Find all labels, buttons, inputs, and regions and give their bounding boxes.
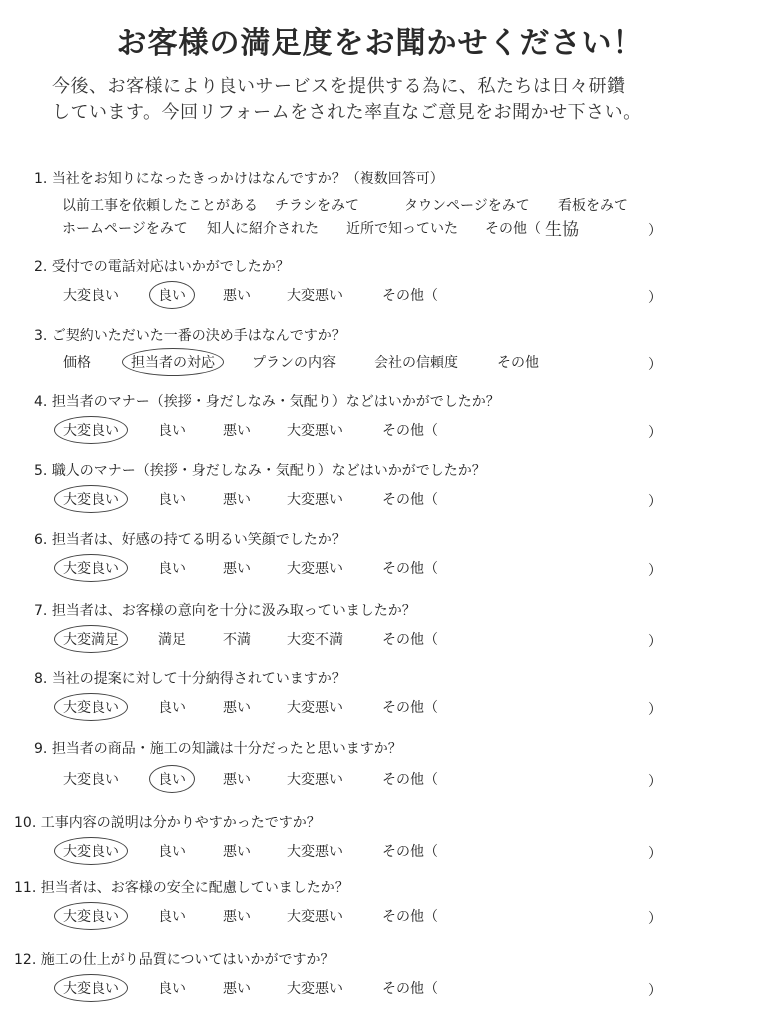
q4-option-1-selected[interactable]: 大変良い (54, 416, 128, 444)
q7-option-4[interactable]: 大変不満 (287, 632, 343, 648)
q7-option-3[interactable]: 不満 (223, 632, 251, 648)
q2-option-other[interactable]: その他（ (382, 288, 438, 304)
question-label: 担当者は、お客様の安全に配慮していましたか？ (40, 880, 349, 896)
q2-option-2-selected[interactable]: 良い (149, 281, 195, 309)
question-label: 担当者は、お客様の意向を十分に汲み取っていましたか？ (51, 603, 416, 619)
q6-option-4[interactable]: 大変悪い (287, 561, 343, 577)
q5-option-3[interactable]: 悪い (223, 492, 251, 508)
question-label: 職人のマナー（挨拶・身だしなみ・気配り）などはいかがでしたか？ (51, 463, 486, 479)
intro-text (52, 74, 642, 126)
q4-option-4[interactable]: 大変悪い (287, 423, 343, 439)
q10-option-4[interactable]: 大変悪い (287, 844, 343, 860)
q11-option-3[interactable]: 悪い (223, 909, 251, 925)
q12-option-1-selected[interactable]: 大変良い (54, 974, 128, 1002)
question-number: 12. (14, 952, 37, 968)
q8-close-paren: ） (648, 702, 662, 718)
q12-option-3[interactable]: 悪い (223, 981, 251, 997)
q1-option-7[interactable]: 近所で知っていた (346, 221, 458, 237)
q12-option-other[interactable]: その他（ (382, 981, 438, 997)
q12-option-4[interactable]: 大変悪い (287, 981, 343, 997)
question-number: 6. (34, 532, 48, 548)
q10-close-paren: ） (648, 846, 662, 862)
q6-option-3[interactable]: 悪い (223, 561, 251, 577)
question-label: 担当者のマナー（挨拶・身だしなみ・気配り）などはいかがでしたか？ (51, 394, 500, 410)
question-9-text (34, 738, 402, 758)
q6-option-1-selected[interactable]: 大変良い (54, 554, 128, 582)
question-12-text (14, 949, 334, 969)
question-label: ご契約いただいた一番の決め手はなんですか？ (51, 328, 346, 344)
q10-option-3[interactable]: 悪い (223, 844, 251, 860)
q8-option-2[interactable]: 良い (158, 700, 186, 716)
q5-option-other[interactable]: その他（ (382, 492, 438, 508)
q8-option-1-selected[interactable]: 大変良い (54, 693, 128, 721)
question-label: 当社の提案に対して十分納得されていますか？ (51, 671, 346, 687)
q8-option-4[interactable]: 大変悪い (287, 700, 343, 716)
question-5-text (34, 460, 486, 480)
q7-option-1-selected[interactable]: 大変満足 (54, 625, 128, 653)
q1-option-6[interactable]: 知人に紹介された (207, 221, 319, 237)
q3-option-other[interactable]: その他 (497, 355, 539, 371)
q2-option-3[interactable]: 悪い (223, 288, 251, 304)
q7-close-paren: ） (648, 634, 662, 650)
q2-option-1[interactable]: 大変良い (63, 288, 119, 304)
question-label: 担当者の商品・施工の知識は十分だったと思いますか？ (51, 741, 402, 757)
q11-option-4[interactable]: 大変悪い (287, 909, 343, 925)
q1-option-2[interactable]: チラシをみて (275, 198, 359, 214)
q9-close-paren: ） (648, 774, 662, 790)
question-11-text (14, 877, 349, 897)
q1-option-4[interactable]: 看板をみて (558, 198, 628, 214)
q9-option-2-selected[interactable]: 良い (149, 765, 195, 793)
q2-option-4[interactable]: 大変悪い (287, 288, 343, 304)
q12-option-2[interactable]: 良い (158, 981, 186, 997)
q1-option-5[interactable]: ホームページをみて (62, 221, 188, 237)
question-2-text (34, 256, 290, 276)
q9-option-1[interactable]: 大変良い (63, 772, 119, 788)
question-10-text (14, 812, 321, 832)
question-number: 8. (34, 671, 48, 687)
question-label: 担当者は、好感の持てる明るい笑顔でしたか？ (51, 532, 346, 548)
q1-option-other[interactable]: その他（ (485, 221, 541, 237)
question-number: 11. (14, 880, 37, 896)
q12-close-paren: ） (648, 983, 662, 999)
q11-option-1-selected[interactable]: 大変良い (54, 902, 128, 930)
q9-option-4[interactable]: 大変悪い (287, 772, 343, 788)
intro-line-1: 今後、お客様により良いサービスを提供する為に、私たちは日々研鑽 (52, 76, 626, 97)
q4-option-3[interactable]: 悪い (223, 423, 251, 439)
q7-option-2[interactable]: 満足 (158, 632, 186, 648)
q10-option-other[interactable]: その他（ (382, 844, 438, 860)
q4-option-2[interactable]: 良い (158, 423, 186, 439)
question-4-text (34, 391, 500, 411)
q1-other-handwritten: 生協 (545, 220, 579, 240)
q4-close-paren: ） (648, 425, 662, 441)
q6-close-paren: ） (648, 563, 662, 579)
q5-close-paren: ） (648, 494, 662, 510)
q10-option-1-selected[interactable]: 大変良い (54, 837, 128, 865)
q6-option-2[interactable]: 良い (158, 561, 186, 577)
q1-option-3[interactable]: タウンページをみて (404, 198, 530, 214)
q11-option-2[interactable]: 良い (158, 909, 186, 925)
question-number: 4. (34, 394, 48, 410)
question-number: 9. (34, 741, 48, 757)
q9-option-3[interactable]: 悪い (223, 772, 251, 788)
q4-option-other[interactable]: その他（ (382, 423, 438, 439)
q8-option-other[interactable]: その他（ (382, 700, 438, 716)
q6-option-other[interactable]: その他（ (382, 561, 438, 577)
q1-close-paren: ） (648, 223, 662, 239)
question-1-text (34, 168, 444, 188)
question-label: 当社をお知りになったきっかけはなんですか？（複数回答可） (51, 171, 444, 187)
question-7-text (34, 600, 416, 620)
q10-option-2[interactable]: 良い (158, 844, 186, 860)
question-8-text (34, 668, 346, 688)
question-number: 2. (34, 259, 48, 275)
question-3-text (34, 325, 346, 345)
question-6-text (34, 529, 346, 549)
question-label: 施工の仕上がり品質についてはいかがですか？ (40, 952, 335, 968)
question-label: 工事内容の説明は分かりやすかったですか？ (40, 815, 321, 831)
question-number: 7. (34, 603, 48, 619)
intro-line-2: しています。今回リフォームをされた率直なご意見をお聞かせ下さい。 (52, 102, 642, 123)
q5-option-1-selected[interactable]: 大変良い (54, 485, 128, 513)
page-title: お客様の満足度をお聞かせください！ (116, 26, 644, 61)
q7-option-other[interactable]: その他（ (382, 632, 438, 648)
question-number: 5. (34, 463, 48, 479)
q11-close-paren: ） (648, 911, 662, 927)
question-number: 3. (34, 328, 48, 344)
q2-close-paren: ） (648, 290, 662, 306)
q3-option-3[interactable]: プランの内容 (252, 355, 336, 371)
q8-option-3[interactable]: 悪い (223, 700, 251, 716)
question-number: 1. (34, 171, 48, 187)
q9-option-other[interactable]: その他（ (382, 772, 438, 788)
q5-option-2[interactable]: 良い (158, 492, 186, 508)
q3-option-2-selected[interactable]: 担当者の対応 (122, 348, 224, 376)
question-number: 10. (14, 815, 37, 831)
q11-option-other[interactable]: その他（ (382, 909, 438, 925)
q5-option-4[interactable]: 大変悪い (287, 492, 343, 508)
q3-option-4[interactable]: 会社の信頼度 (374, 355, 458, 371)
q3-option-1[interactable]: 価格 (63, 355, 91, 371)
q1-option-1[interactable]: 以前工事を依頼したことがある (62, 198, 258, 214)
question-label: 受付での電話対応はいかがでしたか？ (51, 259, 290, 275)
q3-close-paren: ） (648, 357, 662, 373)
